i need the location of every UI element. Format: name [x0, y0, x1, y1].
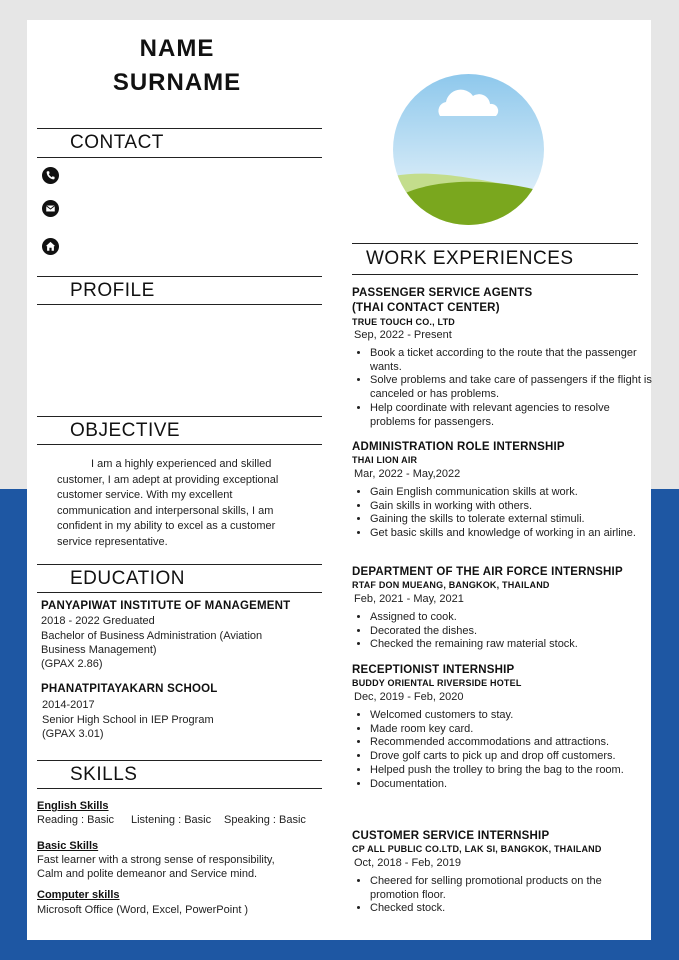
- english-skills-heading: English Skills: [37, 800, 109, 812]
- education-years-1: 2018 - 2022 Greduated: [41, 615, 155, 627]
- basic-skills-heading: Basic Skills: [37, 840, 99, 852]
- job-title-5: CUSTOMER SERVICE INTERNSHIP: [352, 830, 550, 842]
- skills-title: SKILLS: [70, 764, 138, 785]
- job-title-2: ADMINISTRATION ROLE INTERNSHIP: [352, 441, 565, 453]
- work-title: WORK EXPERIENCES: [366, 248, 574, 269]
- name-surname: SURNAME: [112, 69, 242, 96]
- basic-skills-line-2: Calm and polite demeanor and Service mind.: [37, 868, 258, 880]
- job-bullets-5: [352, 875, 652, 916]
- list-item: • Assigned to cook.: [370, 611, 652, 625]
- job-company-1: TRUE TOUCH CO., LTD: [352, 317, 455, 327]
- list-item: • Book a ticket according to the route that the passenger wants.: [370, 347, 652, 374]
- job-title-1: [352, 286, 532, 316]
- phone-icon: [42, 167, 59, 184]
- education-school-2: PHANATPITAYAKARN SCHOOL: [41, 683, 218, 695]
- education-gpa-2: (GPAX 3.01): [42, 728, 104, 740]
- list-item: • Cheered for selling promotional products on the promotion floor.: [370, 875, 652, 902]
- education-detail-1b: Business Management): [41, 644, 157, 656]
- job-date-4: Dec, 2019 - Feb, 2020: [354, 691, 464, 703]
- job-bullets-1: [352, 347, 652, 429]
- objective-header: [37, 416, 322, 445]
- list-item: • Made room key card.: [370, 723, 652, 737]
- job-company-3: RTAF DON MUEANG, BANGKOK, THAILAND: [352, 580, 550, 590]
- job-date-5: Oct, 2018 - Feb, 2019: [354, 857, 462, 869]
- job-bullets-2: [352, 486, 652, 541]
- home-icon: [42, 238, 59, 255]
- job-company-4: BUDDY ORIENTAL RIVERSIDE HOTEL: [352, 678, 522, 688]
- english-speaking: Speaking : Basic: [224, 814, 306, 826]
- profile-title: PROFILE: [70, 280, 155, 301]
- list-item: • Checked stock.: [370, 902, 652, 916]
- education-years-2: 2014-2017: [42, 699, 95, 711]
- list-item: • Decorated the dishes.: [370, 625, 652, 639]
- job-date-3: Feb, 2021 - May, 2021: [354, 593, 464, 605]
- list-item: • Gain English communication skills at work.: [370, 486, 652, 500]
- job-bullets-4: [352, 709, 652, 791]
- education-detail-2: Senior High School in IEP Program: [42, 714, 214, 726]
- english-listening: Listening : Basic: [131, 814, 212, 826]
- contact-header: [37, 128, 322, 158]
- list-item: • Solve problems and take care of passengers if the flight is canceled or has problems.: [370, 374, 652, 401]
- resume-page: [27, 20, 651, 940]
- job-company-2: THAI LION AIR: [352, 455, 418, 465]
- list-item: • Drove golf carts to pick up and drop off customers.: [370, 750, 652, 764]
- work-header: [352, 243, 638, 275]
- computer-skills-heading: Computer skills: [37, 889, 120, 901]
- job-bullets-3: [352, 611, 652, 652]
- job-company-5: CP ALL PUBLIC CO.LTD, LAK SI, BANGKOK, THAILAND: [352, 844, 602, 854]
- computer-skills-line: Microsoft Office (Word, Excel, PowerPoint ): [37, 904, 249, 916]
- objective-text: I am a highly experienced and skilled customer, I am adept at providing exceptional customer service. With my excellent communication and interpersonal skills, I am confident in my ability to excel as a customer service representative.: [57, 458, 279, 548]
- list-item: • Checked the remaining raw material stock.: [370, 638, 652, 652]
- mail-icon: [42, 200, 59, 217]
- list-item: • Help coordinate with relevant agencies to resolve problems for passengers.: [370, 402, 652, 429]
- profile-photo-placeholder: [393, 74, 544, 225]
- english-reading: Reading : Basic: [37, 814, 115, 826]
- job-title-3: DEPARTMENT OF THE AIR FORCE INTERNSHIP: [352, 566, 623, 578]
- education-gpa-1: (GPAX 2.86): [41, 658, 103, 670]
- list-item: • Helped push the trolley to bring the bag to the room.: [370, 764, 652, 778]
- education-school-1: PANYAPIWAT INSTITUTE OF MANAGEMENT: [41, 600, 291, 612]
- name-first: NAME: [139, 35, 215, 62]
- job-title-1-line-1: PASSENGER SERVICE AGENTS: [352, 287, 533, 299]
- job-title-4: RECEPTIONIST INTERNSHIP: [352, 664, 515, 676]
- education-title: EDUCATION: [70, 568, 185, 589]
- list-item: • Gaining the skills to tolerate external stimuli.: [370, 513, 652, 527]
- education-detail-1a: Bachelor of Business Administration (Aviation: [41, 630, 263, 642]
- education-header: [37, 564, 322, 593]
- list-item: • Documentation.: [370, 778, 652, 792]
- list-item: • Get basic skills and knowledge of working in an airline.: [370, 527, 652, 541]
- skills-header: [37, 760, 322, 789]
- job-date-2: Mar, 2022 - May,2022: [354, 468, 461, 480]
- list-item: • Recommended accommodations and attractions.: [370, 736, 652, 750]
- job-date-1: Sep, 2022 - Present: [354, 329, 452, 341]
- basic-skills-line-1: Fast learner with a strong sense of responsibility,: [37, 854, 275, 866]
- list-item: • Gain skills in working with others.: [370, 500, 652, 514]
- objective-title: OBJECTIVE: [70, 420, 181, 441]
- list-item: • Welcomed customers to stay.: [370, 709, 652, 723]
- profile-header: [37, 276, 322, 305]
- job-title-1-line-2: (THAI CONTACT CENTER): [352, 302, 500, 314]
- contact-title: CONTACT: [70, 132, 164, 153]
